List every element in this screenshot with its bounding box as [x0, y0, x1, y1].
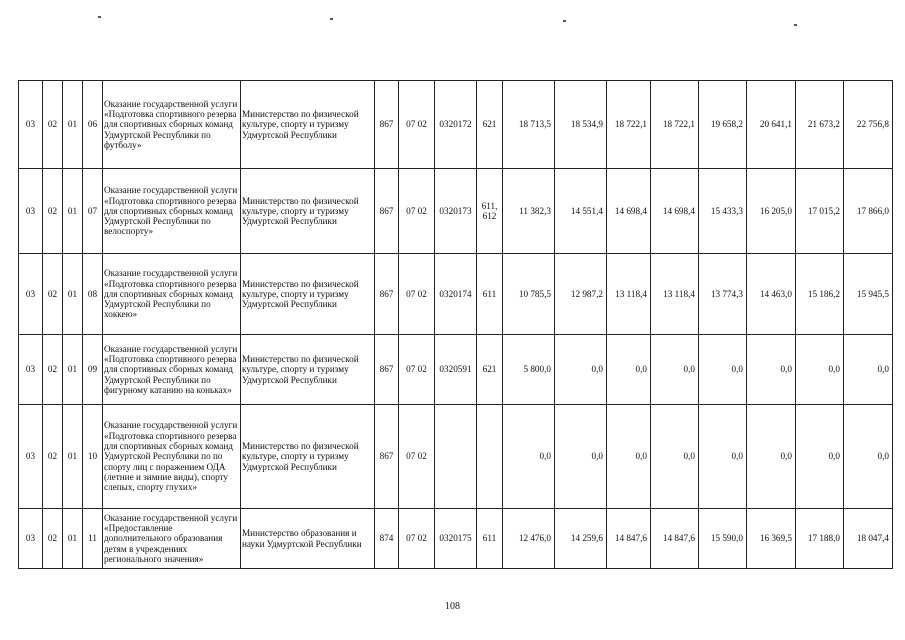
value-cell: 15 186,2 [796, 254, 844, 335]
code-cell: 03 [19, 81, 43, 169]
value-cell: 14 847,6 [607, 509, 651, 569]
target-code-cell: 0320173 [435, 169, 477, 254]
scan-speck [98, 16, 101, 18]
code-cell: 07 [83, 169, 103, 254]
organization-cell: Министерство по физической культуре, спорту и туризму Удмуртской Республики [241, 169, 375, 254]
description-cell: Оказание государственной услуги «Подготовка спортивного резерва для спортивных сборных команд Удмуртской Республики по фигурному катанию на коньках» [103, 335, 241, 405]
code-cell: 02 [43, 405, 63, 509]
code-cell: 02 [43, 509, 63, 569]
code-cell: 08 [83, 254, 103, 335]
grbs-cell: 874 [375, 509, 399, 569]
value-cell: 13 774,3 [699, 254, 747, 335]
expense-type-cell [477, 405, 503, 509]
value-cell: 5 800,0 [503, 335, 555, 405]
expense-type-cell: 611 [477, 254, 503, 335]
description-cell: Оказание государственной услуги «Предоставление дополнительного образования детям в учреждениях регионального значения» [103, 509, 241, 569]
value-cell: 12 987,2 [555, 254, 607, 335]
table-row [19, 405, 893, 509]
code-cell: 03 [19, 169, 43, 254]
code-cell: 01 [63, 335, 83, 405]
value-cell: 15 945,5 [844, 254, 893, 335]
code-cell: 02 [43, 335, 63, 405]
organization-cell: Министерство по физической культуре, спорту и туризму Удмуртской Республики [241, 254, 375, 335]
value-cell: 14 551,4 [555, 169, 607, 254]
value-cell: 14 259,6 [555, 509, 607, 569]
scan-speck [794, 24, 797, 26]
table-row [19, 335, 893, 405]
value-cell: 0,0 [555, 405, 607, 509]
code-cell: 01 [63, 509, 83, 569]
code-cell: 11 [83, 509, 103, 569]
code-cell: 03 [19, 335, 43, 405]
code-cell: 01 [63, 169, 83, 254]
value-cell: 0,0 [747, 335, 796, 405]
code-cell: 02 [43, 81, 63, 169]
description-cell: Оказание государственной услуги «Подготовка спортивного резерва для спортивных сборных команд Удмуртской Республики по футболу» [103, 81, 241, 169]
value-cell: 0,0 [796, 405, 844, 509]
value-cell: 14 463,0 [747, 254, 796, 335]
value-cell: 18 722,1 [607, 81, 651, 169]
value-cell: 14 698,4 [607, 169, 651, 254]
value-cell: 21 673,2 [796, 81, 844, 169]
section-cell: 07 02 [399, 405, 435, 509]
target-code-cell: 0320591 [435, 335, 477, 405]
value-cell: 18 713,5 [503, 81, 555, 169]
code-cell: 01 [63, 405, 83, 509]
grbs-cell: 867 [375, 169, 399, 254]
value-cell: 13 118,4 [607, 254, 651, 335]
value-cell: 0,0 [651, 405, 699, 509]
value-cell: 16 205,0 [747, 169, 796, 254]
table-row [19, 81, 893, 169]
organization-cell: Министерство по физической культуре, спорту и туризму Удмуртской Республики [241, 81, 375, 169]
expense-type-cell: 611 [477, 509, 503, 569]
value-cell: 0,0 [844, 335, 893, 405]
grbs-cell: 867 [375, 81, 399, 169]
section-cell: 07 02 [399, 81, 435, 169]
value-cell: 0,0 [796, 335, 844, 405]
table-row [19, 169, 893, 254]
value-cell: 18 722,1 [651, 81, 699, 169]
value-cell: 22 756,8 [844, 81, 893, 169]
section-cell: 07 02 [399, 335, 435, 405]
scan-speck [563, 20, 566, 22]
expense-type-cell: 621 [477, 335, 503, 405]
organization-cell: Министерство по физической культуре, спорту и туризму Удмуртской Республики [241, 405, 375, 509]
value-cell: 16 369,5 [747, 509, 796, 569]
value-cell: 18 047,4 [844, 509, 893, 569]
value-cell: 17 866,0 [844, 169, 893, 254]
value-cell: 0,0 [747, 405, 796, 509]
value-cell: 17 015,2 [796, 169, 844, 254]
scan-speck [330, 18, 333, 20]
grbs-cell: 867 [375, 405, 399, 509]
value-cell: 0,0 [699, 335, 747, 405]
section-cell: 07 02 [399, 169, 435, 254]
value-cell: 11 382,3 [503, 169, 555, 254]
value-cell: 0,0 [607, 335, 651, 405]
value-cell: 0,0 [844, 405, 893, 509]
value-cell: 0,0 [555, 335, 607, 405]
value-cell: 15 590,0 [699, 509, 747, 569]
code-cell: 02 [43, 254, 63, 335]
grbs-cell: 867 [375, 335, 399, 405]
value-cell: 0,0 [503, 405, 555, 509]
code-cell: 02 [43, 169, 63, 254]
grbs-cell: 867 [375, 254, 399, 335]
code-cell: 09 [83, 335, 103, 405]
description-cell: Оказание государственной услуги «Подготовка спортивного резерва для спортивных сборных команд Удмуртской Республики по хоккею» [103, 254, 241, 335]
value-cell: 19 658,2 [699, 81, 747, 169]
target-code-cell: 0320172 [435, 81, 477, 169]
code-cell: 03 [19, 509, 43, 569]
value-cell: 14 698,4 [651, 169, 699, 254]
value-cell: 13 118,4 [651, 254, 699, 335]
code-cell: 01 [63, 254, 83, 335]
page-number: 108 [445, 601, 460, 612]
value-cell: 10 785,5 [503, 254, 555, 335]
code-cell: 01 [63, 81, 83, 169]
table-row [19, 254, 893, 335]
organization-cell: Министерство по физической культуре, спорту и туризму Удмуртской Республики [241, 335, 375, 405]
description-cell: Оказание государственной услуги «Подготовка спортивного резерва для спортивных сборных команд Удмуртской Республики по по спорту лиц с поражением ОДА (летние и зимние виды), спорту слепых, спорту глухих» [103, 405, 241, 509]
expense-type-cell: 611, 612 [477, 169, 503, 254]
section-cell: 07 02 [399, 509, 435, 569]
value-cell: 18 534,9 [555, 81, 607, 169]
code-cell: 03 [19, 254, 43, 335]
value-cell: 12 476,0 [503, 509, 555, 569]
description-cell: Оказание государственной услуги «Подготовка спортивного резерва для спортивных сборных команд Удмуртской Республики по велоспорту» [103, 169, 241, 254]
table-row [19, 509, 893, 569]
value-cell: 17 188,0 [796, 509, 844, 569]
target-code-cell: 0320175 [435, 509, 477, 569]
value-cell: 15 433,3 [699, 169, 747, 254]
budget-table [18, 80, 893, 569]
value-cell: 0,0 [607, 405, 651, 509]
expense-type-cell: 621 [477, 81, 503, 169]
value-cell: 0,0 [699, 405, 747, 509]
value-cell: 14 847,6 [651, 509, 699, 569]
value-cell: 20 641,1 [747, 81, 796, 169]
target-code-cell: 0320174 [435, 254, 477, 335]
organization-cell: Министерство образования и науки Удмуртской Республики [241, 509, 375, 569]
code-cell: 03 [19, 405, 43, 509]
value-cell: 0,0 [651, 335, 699, 405]
code-cell: 10 [83, 405, 103, 509]
target-code-cell [435, 405, 477, 509]
code-cell: 06 [83, 81, 103, 169]
section-cell: 07 02 [399, 254, 435, 335]
